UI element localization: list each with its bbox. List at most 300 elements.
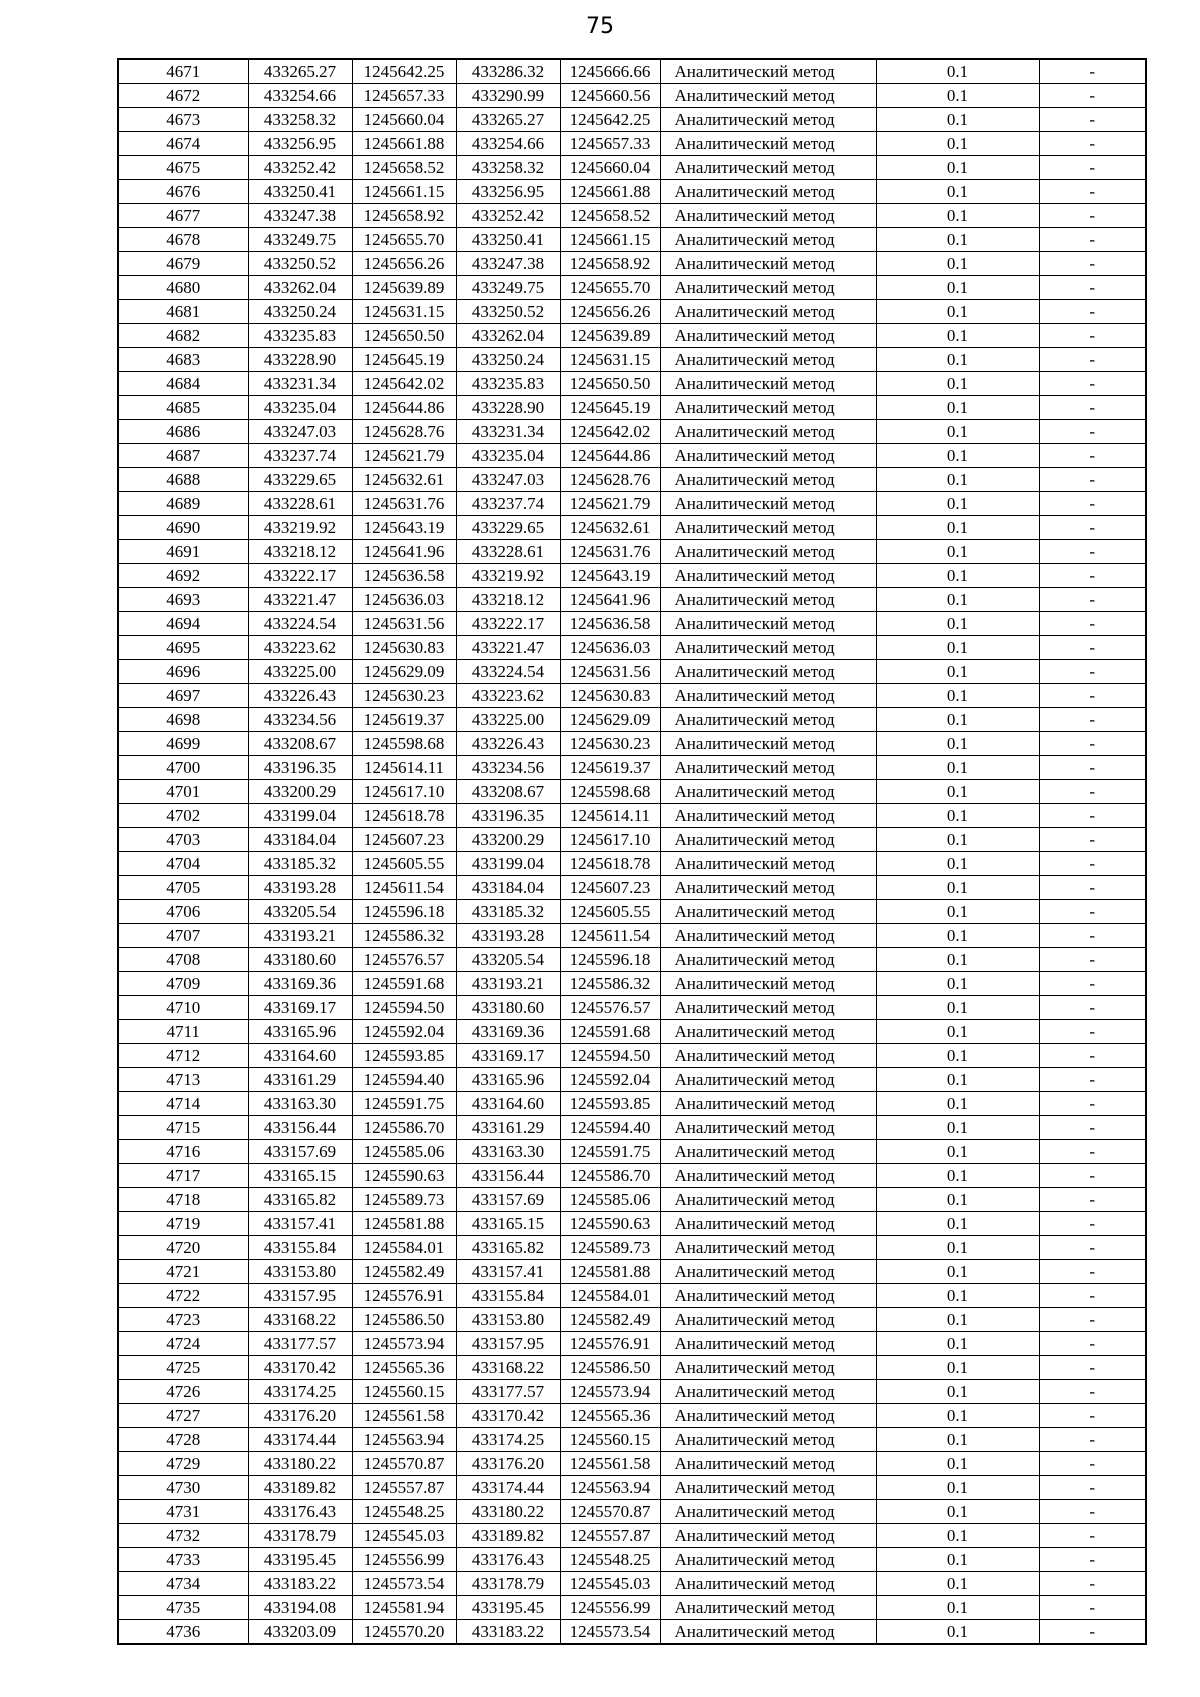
x-new-cell: 433195.45 (248, 1548, 352, 1572)
x-new-cell: 433219.92 (248, 516, 352, 540)
y-old-cell: 1245573.94 (560, 1380, 660, 1404)
x-old-cell: 433262.04 (456, 324, 560, 348)
y-new-cell: 1245642.02 (352, 372, 456, 396)
x-old-cell: 433157.69 (456, 1188, 560, 1212)
accuracy-cell: 0.1 (876, 996, 1039, 1020)
x-old-cell: 433219.92 (456, 564, 560, 588)
y-new-cell: 1245614.11 (352, 756, 456, 780)
x-old-cell: 433174.25 (456, 1428, 560, 1452)
method-cell: Аналитический метод (660, 540, 876, 564)
point-number-cell: 4708 (118, 948, 248, 972)
y-new-cell: 1245639.89 (352, 276, 456, 300)
point-number-cell: 4704 (118, 852, 248, 876)
accuracy-cell: 0.1 (876, 468, 1039, 492)
x-old-cell: 433163.30 (456, 1140, 560, 1164)
point-number-cell: 4728 (118, 1428, 248, 1452)
x-new-cell: 433174.25 (248, 1380, 352, 1404)
x-old-cell: 433155.84 (456, 1284, 560, 1308)
method-cell: Аналитический метод (660, 1500, 876, 1524)
x-old-cell: 433231.34 (456, 420, 560, 444)
table-row (118, 636, 1146, 660)
x-old-cell: 433250.41 (456, 228, 560, 252)
y-new-cell: 1245556.99 (352, 1548, 456, 1572)
note-cell: - (1039, 948, 1146, 972)
x-old-cell: 433228.90 (456, 396, 560, 420)
note-cell: - (1039, 1212, 1146, 1236)
y-new-cell: 1245657.33 (352, 84, 456, 108)
y-new-cell: 1245628.76 (352, 420, 456, 444)
x-new-cell: 433176.20 (248, 1404, 352, 1428)
table-row (118, 1092, 1146, 1116)
note-cell: - (1039, 780, 1146, 804)
y-old-cell: 1245650.50 (560, 372, 660, 396)
point-number-cell: 4701 (118, 780, 248, 804)
accuracy-cell: 0.1 (876, 300, 1039, 324)
x-old-cell: 433247.38 (456, 252, 560, 276)
table-row (118, 612, 1146, 636)
y-old-cell: 1245561.58 (560, 1452, 660, 1476)
method-cell: Аналитический метод (660, 180, 876, 204)
accuracy-cell: 0.1 (876, 276, 1039, 300)
y-old-cell: 1245642.02 (560, 420, 660, 444)
note-cell: - (1039, 1620, 1146, 1645)
y-new-cell: 1245644.86 (352, 396, 456, 420)
y-new-cell: 1245631.15 (352, 300, 456, 324)
x-new-cell: 433168.22 (248, 1308, 352, 1332)
accuracy-cell: 0.1 (876, 516, 1039, 540)
point-number-cell: 4707 (118, 924, 248, 948)
x-old-cell: 433247.03 (456, 468, 560, 492)
y-new-cell: 1245611.54 (352, 876, 456, 900)
x-old-cell: 433237.74 (456, 492, 560, 516)
y-new-cell: 1245645.19 (352, 348, 456, 372)
accuracy-cell: 0.1 (876, 420, 1039, 444)
y-new-cell: 1245655.70 (352, 228, 456, 252)
table-row (118, 1116, 1146, 1140)
y-old-cell: 1245605.55 (560, 900, 660, 924)
x-old-cell: 433176.20 (456, 1452, 560, 1476)
point-number-cell: 4688 (118, 468, 248, 492)
table-row (118, 1188, 1146, 1212)
note-cell: - (1039, 156, 1146, 180)
accuracy-cell: 0.1 (876, 396, 1039, 420)
x-new-cell: 433157.69 (248, 1140, 352, 1164)
note-cell: - (1039, 1068, 1146, 1092)
y-old-cell: 1245636.03 (560, 636, 660, 660)
point-number-cell: 4731 (118, 1500, 248, 1524)
table-row (118, 660, 1146, 684)
x-new-cell: 433193.21 (248, 924, 352, 948)
accuracy-cell: 0.1 (876, 852, 1039, 876)
note-cell: - (1039, 1260, 1146, 1284)
accuracy-cell: 0.1 (876, 324, 1039, 348)
x-old-cell: 433177.57 (456, 1380, 560, 1404)
y-new-cell: 1245658.52 (352, 156, 456, 180)
method-cell: Аналитический метод (660, 204, 876, 228)
method-cell: Аналитический метод (660, 564, 876, 588)
y-old-cell: 1245660.04 (560, 156, 660, 180)
table-row (118, 468, 1146, 492)
y-old-cell: 1245661.15 (560, 228, 660, 252)
x-new-cell: 433228.90 (248, 348, 352, 372)
method-cell: Аналитический метод (660, 804, 876, 828)
point-number-cell: 4726 (118, 1380, 248, 1404)
point-number-cell: 4716 (118, 1140, 248, 1164)
y-new-cell: 1245660.04 (352, 108, 456, 132)
x-new-cell: 433250.41 (248, 180, 352, 204)
point-number-cell: 4713 (118, 1068, 248, 1092)
x-new-cell: 433180.60 (248, 948, 352, 972)
y-old-cell: 1245630.83 (560, 684, 660, 708)
x-old-cell: 433189.82 (456, 1524, 560, 1548)
method-cell: Аналитический метод (660, 972, 876, 996)
y-old-cell: 1245563.94 (560, 1476, 660, 1500)
note-cell: - (1039, 396, 1146, 420)
y-old-cell: 1245584.01 (560, 1284, 660, 1308)
point-number-cell: 4720 (118, 1236, 248, 1260)
method-cell: Аналитический метод (660, 948, 876, 972)
table-row (118, 1068, 1146, 1092)
accuracy-cell: 0.1 (876, 156, 1039, 180)
y-new-cell: 1245661.15 (352, 180, 456, 204)
method-cell: Аналитический метод (660, 1332, 876, 1356)
method-cell: Аналитический метод (660, 1620, 876, 1645)
point-number-cell: 4689 (118, 492, 248, 516)
note-cell: - (1039, 1596, 1146, 1620)
y-new-cell: 1245576.91 (352, 1284, 456, 1308)
x-new-cell: 433194.08 (248, 1596, 352, 1620)
method-cell: Аналитический метод (660, 1428, 876, 1452)
table-row (118, 1380, 1146, 1404)
x-new-cell: 433229.65 (248, 468, 352, 492)
method-cell: Аналитический метод (660, 132, 876, 156)
point-number-cell: 4711 (118, 1020, 248, 1044)
point-number-cell: 4682 (118, 324, 248, 348)
x-new-cell: 433234.56 (248, 708, 352, 732)
point-number-cell: 4674 (118, 132, 248, 156)
table-row (118, 132, 1146, 156)
x-old-cell: 433164.60 (456, 1092, 560, 1116)
y-new-cell: 1245636.58 (352, 564, 456, 588)
x-new-cell: 433228.61 (248, 492, 352, 516)
method-cell: Аналитический метод (660, 228, 876, 252)
accuracy-cell: 0.1 (876, 1188, 1039, 1212)
x-new-cell: 433174.44 (248, 1428, 352, 1452)
y-old-cell: 1245656.26 (560, 300, 660, 324)
note-cell: - (1039, 1380, 1146, 1404)
y-old-cell: 1245548.25 (560, 1548, 660, 1572)
x-old-cell: 433249.75 (456, 276, 560, 300)
accuracy-cell: 0.1 (876, 228, 1039, 252)
y-new-cell: 1245632.61 (352, 468, 456, 492)
y-old-cell: 1245621.79 (560, 492, 660, 516)
table-row (118, 804, 1146, 828)
accuracy-cell: 0.1 (876, 1476, 1039, 1500)
x-new-cell: 433165.82 (248, 1188, 352, 1212)
x-new-cell: 433247.38 (248, 204, 352, 228)
point-number-cell: 4714 (118, 1092, 248, 1116)
method-cell: Аналитический метод (660, 348, 876, 372)
y-old-cell: 1245642.25 (560, 108, 660, 132)
x-old-cell: 433286.32 (456, 59, 560, 84)
point-number-cell: 4697 (118, 684, 248, 708)
method-cell: Аналитический метод (660, 612, 876, 636)
x-new-cell: 433237.74 (248, 444, 352, 468)
y-old-cell: 1245631.56 (560, 660, 660, 684)
point-number-cell: 4677 (118, 204, 248, 228)
x-old-cell: 433254.66 (456, 132, 560, 156)
table-row (118, 492, 1146, 516)
method-cell: Аналитический метод (660, 996, 876, 1020)
y-old-cell: 1245629.09 (560, 708, 660, 732)
point-number-cell: 4705 (118, 876, 248, 900)
x-old-cell: 433200.29 (456, 828, 560, 852)
y-new-cell: 1245589.73 (352, 1188, 456, 1212)
x-old-cell: 433176.43 (456, 1548, 560, 1572)
y-new-cell: 1245581.94 (352, 1596, 456, 1620)
y-old-cell: 1245565.36 (560, 1404, 660, 1428)
method-cell: Аналитический метод (660, 684, 876, 708)
note-cell: - (1039, 540, 1146, 564)
accuracy-cell: 0.1 (876, 1212, 1039, 1236)
table-row (118, 900, 1146, 924)
y-new-cell: 1245591.68 (352, 972, 456, 996)
method-cell: Аналитический метод (660, 756, 876, 780)
y-old-cell: 1245636.58 (560, 612, 660, 636)
table-row (118, 756, 1146, 780)
x-old-cell: 433256.95 (456, 180, 560, 204)
note-cell: - (1039, 612, 1146, 636)
method-cell: Аналитический метод (660, 468, 876, 492)
y-new-cell: 1245545.03 (352, 1524, 456, 1548)
accuracy-cell: 0.1 (876, 1308, 1039, 1332)
y-new-cell: 1245586.50 (352, 1308, 456, 1332)
point-number-cell: 4673 (118, 108, 248, 132)
accuracy-cell: 0.1 (876, 132, 1039, 156)
method-cell: Аналитический метод (660, 852, 876, 876)
note-cell: - (1039, 1188, 1146, 1212)
x-old-cell: 433185.32 (456, 900, 560, 924)
y-old-cell: 1245576.57 (560, 996, 660, 1020)
y-new-cell: 1245594.40 (352, 1068, 456, 1092)
accuracy-cell: 0.1 (876, 348, 1039, 372)
x-new-cell: 433161.29 (248, 1068, 352, 1092)
x-old-cell: 433174.44 (456, 1476, 560, 1500)
table-row (118, 1044, 1146, 1068)
note-cell: - (1039, 1308, 1146, 1332)
table-row (118, 324, 1146, 348)
x-new-cell: 433218.12 (248, 540, 352, 564)
y-old-cell: 1245632.61 (560, 516, 660, 540)
x-old-cell: 433196.35 (456, 804, 560, 828)
accuracy-cell: 0.1 (876, 372, 1039, 396)
y-new-cell: 1245560.15 (352, 1380, 456, 1404)
point-number-cell: 4678 (118, 228, 248, 252)
table-row (118, 1260, 1146, 1284)
x-new-cell: 433225.00 (248, 660, 352, 684)
accuracy-cell: 0.1 (876, 540, 1039, 564)
x-new-cell: 433164.60 (248, 1044, 352, 1068)
table-row (118, 1212, 1146, 1236)
x-old-cell: 433170.42 (456, 1404, 560, 1428)
table-row (118, 1524, 1146, 1548)
table-row (118, 276, 1146, 300)
method-cell: Аналитический метод (660, 1068, 876, 1092)
y-new-cell: 1245548.25 (352, 1500, 456, 1524)
x-new-cell: 433265.27 (248, 59, 352, 84)
y-new-cell: 1245584.01 (352, 1236, 456, 1260)
table-row (118, 1236, 1146, 1260)
method-cell: Аналитический метод (660, 492, 876, 516)
accuracy-cell: 0.1 (876, 684, 1039, 708)
method-cell: Аналитический метод (660, 276, 876, 300)
point-number-cell: 4699 (118, 732, 248, 756)
y-new-cell: 1245629.09 (352, 660, 456, 684)
y-old-cell: 1245560.15 (560, 1428, 660, 1452)
table-row (118, 1500, 1146, 1524)
x-new-cell: 433196.35 (248, 756, 352, 780)
x-old-cell: 433234.56 (456, 756, 560, 780)
note-cell: - (1039, 1452, 1146, 1476)
x-new-cell: 433247.03 (248, 420, 352, 444)
y-old-cell: 1245628.76 (560, 468, 660, 492)
x-new-cell: 433250.52 (248, 252, 352, 276)
x-old-cell: 433165.15 (456, 1212, 560, 1236)
x-new-cell: 433193.28 (248, 876, 352, 900)
y-new-cell: 1245582.49 (352, 1260, 456, 1284)
accuracy-cell: 0.1 (876, 1068, 1039, 1092)
y-old-cell: 1245582.49 (560, 1308, 660, 1332)
y-new-cell: 1245557.87 (352, 1476, 456, 1500)
y-old-cell: 1245596.18 (560, 948, 660, 972)
accuracy-cell: 0.1 (876, 564, 1039, 588)
note-cell: - (1039, 564, 1146, 588)
table-row (118, 84, 1146, 108)
table-row (118, 348, 1146, 372)
note-cell: - (1039, 1356, 1146, 1380)
method-cell: Аналитический метод (660, 372, 876, 396)
note-cell: - (1039, 1164, 1146, 1188)
x-new-cell: 433169.36 (248, 972, 352, 996)
accuracy-cell: 0.1 (876, 1620, 1039, 1645)
accuracy-cell: 0.1 (876, 204, 1039, 228)
point-number-cell: 4733 (118, 1548, 248, 1572)
point-number-cell: 4672 (118, 84, 248, 108)
y-old-cell: 1245614.11 (560, 804, 660, 828)
x-new-cell: 433170.42 (248, 1356, 352, 1380)
method-cell: Аналитический метод (660, 876, 876, 900)
x-old-cell: 433258.32 (456, 156, 560, 180)
table-row (118, 828, 1146, 852)
x-old-cell: 433168.22 (456, 1356, 560, 1380)
accuracy-cell: 0.1 (876, 1380, 1039, 1404)
accuracy-cell: 0.1 (876, 588, 1039, 612)
x-old-cell: 433193.28 (456, 924, 560, 948)
note-cell: - (1039, 1236, 1146, 1260)
y-old-cell: 1245617.10 (560, 828, 660, 852)
note-cell: - (1039, 1044, 1146, 1068)
note-cell: - (1039, 660, 1146, 684)
table-row (118, 1428, 1146, 1452)
method-cell: Аналитический метод (660, 1140, 876, 1164)
table-row (118, 204, 1146, 228)
table-row (118, 1140, 1146, 1164)
method-cell: Аналитический метод (660, 780, 876, 804)
table-row (118, 780, 1146, 804)
accuracy-cell: 0.1 (876, 924, 1039, 948)
y-new-cell: 1245656.26 (352, 252, 456, 276)
y-old-cell: 1245576.91 (560, 1332, 660, 1356)
table-row (118, 1332, 1146, 1356)
method-cell: Аналитический метод (660, 1092, 876, 1116)
note-cell: - (1039, 300, 1146, 324)
point-number-cell: 4727 (118, 1404, 248, 1428)
y-new-cell: 1245581.88 (352, 1212, 456, 1236)
table-row (118, 708, 1146, 732)
accuracy-cell: 0.1 (876, 1524, 1039, 1548)
x-old-cell: 433193.21 (456, 972, 560, 996)
x-old-cell: 433250.52 (456, 300, 560, 324)
note-cell: - (1039, 852, 1146, 876)
accuracy-cell: 0.1 (876, 1092, 1039, 1116)
method-cell: Аналитический метод (660, 252, 876, 276)
y-new-cell: 1245592.04 (352, 1020, 456, 1044)
accuracy-cell: 0.1 (876, 1548, 1039, 1572)
method-cell: Аналитический метод (660, 924, 876, 948)
y-new-cell: 1245631.56 (352, 612, 456, 636)
y-old-cell: 1245594.50 (560, 1044, 660, 1068)
y-new-cell: 1245642.25 (352, 59, 456, 84)
method-cell: Аналитический метод (660, 1020, 876, 1044)
note-cell: - (1039, 420, 1146, 444)
point-number-cell: 4724 (118, 1332, 248, 1356)
table-row (118, 300, 1146, 324)
note-cell: - (1039, 348, 1146, 372)
accuracy-cell: 0.1 (876, 1452, 1039, 1476)
accuracy-cell: 0.1 (876, 108, 1039, 132)
method-cell: Аналитический метод (660, 1188, 876, 1212)
accuracy-cell: 0.1 (876, 756, 1039, 780)
note-cell: - (1039, 1524, 1146, 1548)
note-cell: - (1039, 732, 1146, 756)
table-row (118, 972, 1146, 996)
point-number-cell: 4686 (118, 420, 248, 444)
point-number-cell: 4683 (118, 348, 248, 372)
note-cell: - (1039, 1476, 1146, 1500)
x-new-cell: 433176.43 (248, 1500, 352, 1524)
x-new-cell: 433189.82 (248, 1476, 352, 1500)
y-old-cell: 1245660.56 (560, 84, 660, 108)
point-number-cell: 4732 (118, 1524, 248, 1548)
x-new-cell: 433226.43 (248, 684, 352, 708)
point-number-cell: 4694 (118, 612, 248, 636)
x-new-cell: 433183.22 (248, 1572, 352, 1596)
point-number-cell: 4679 (118, 252, 248, 276)
accuracy-cell: 0.1 (876, 252, 1039, 276)
note-cell: - (1039, 828, 1146, 852)
note-cell: - (1039, 1020, 1146, 1044)
y-new-cell: 1245593.85 (352, 1044, 456, 1068)
y-old-cell: 1245590.63 (560, 1212, 660, 1236)
method-cell: Аналитический метод (660, 1452, 876, 1476)
x-old-cell: 433169.36 (456, 1020, 560, 1044)
note-cell: - (1039, 756, 1146, 780)
y-new-cell: 1245598.68 (352, 732, 456, 756)
y-old-cell: 1245589.73 (560, 1236, 660, 1260)
x-new-cell: 433185.32 (248, 852, 352, 876)
accuracy-cell: 0.1 (876, 612, 1039, 636)
accuracy-cell: 0.1 (876, 59, 1039, 84)
